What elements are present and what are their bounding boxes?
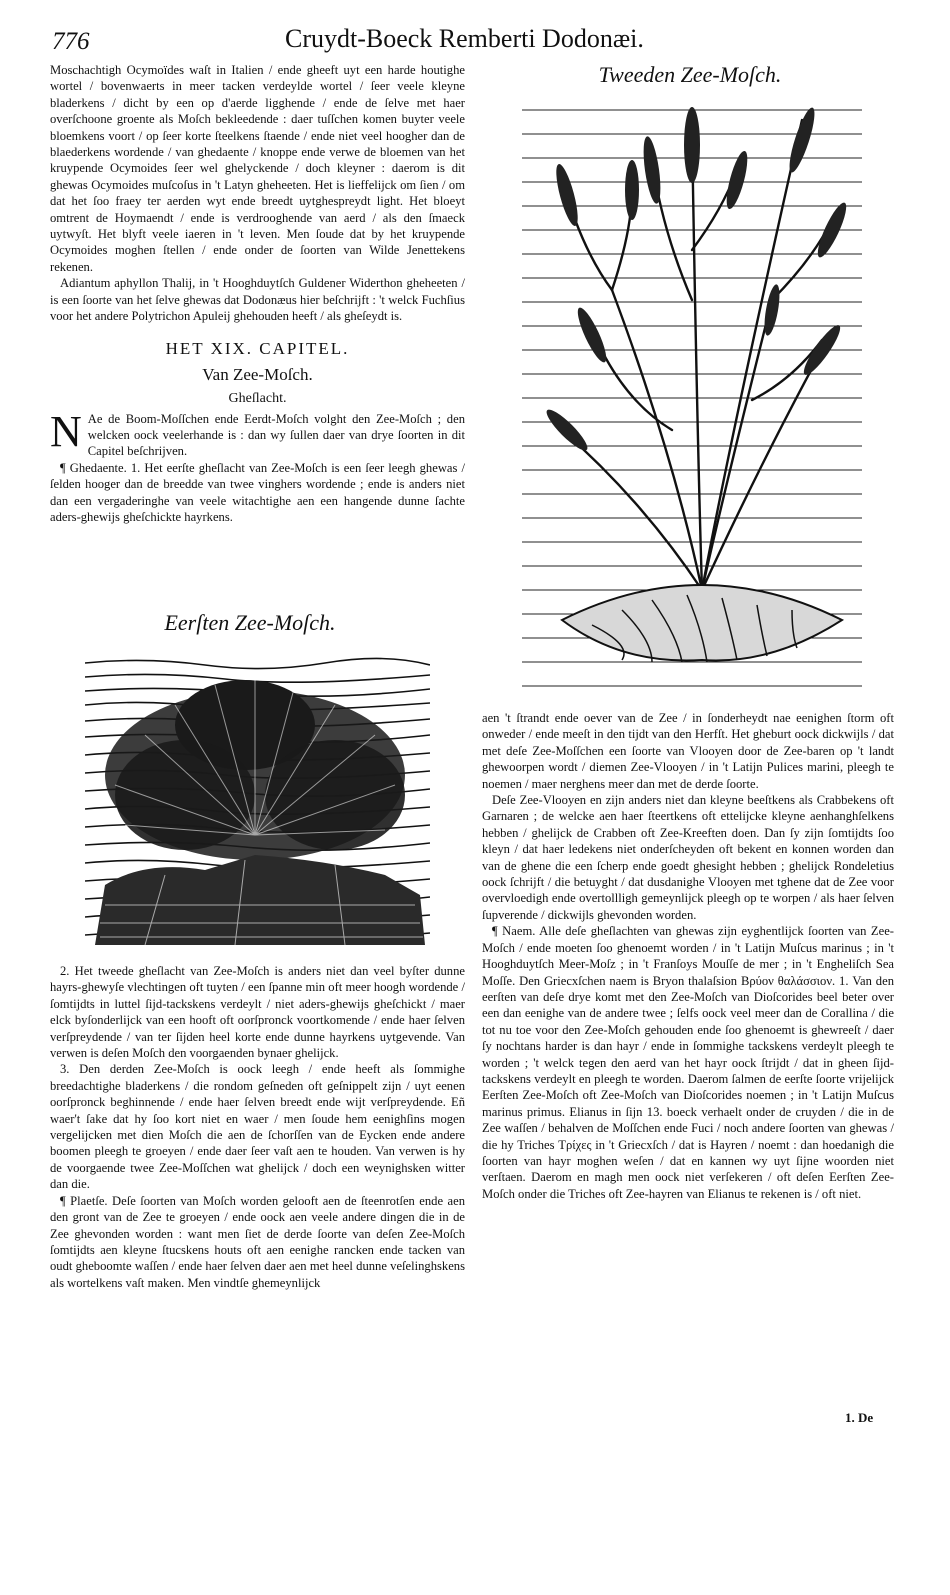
figure-caption-first: Eerſten Zee-Moſch. bbox=[164, 610, 336, 635]
page-number: 776 bbox=[52, 28, 90, 55]
figure-first-sea-moss bbox=[85, 655, 430, 950]
running-title: Cruydt-Boeck Remberti Dodonæi. bbox=[285, 24, 644, 53]
section-gheslacht: Gheſlacht. bbox=[228, 390, 287, 406]
paragraph-strand: aen 't ſtrandt ende oever van de Zee / in ſonderheydt nae eenighen ſtorm oft onweder / ende meeſt in den tijdt van den Herfſt. Het gheburt oock dickwijls / dat met deſe Zee-Moſſchen een ſoorte van Vlooyen door de Zee-baren op 't landt ghewoorpen wordt / diemen Zee-Vlooyen / in 't Latijn Pulices marini, pleegh te noemen / maer nerghens meer dan met de derde ſoorte. bbox=[482, 711, 894, 791]
paragraph-zee-vlooyen: Deſe Zee-Vlooyen en zijn anders niet dan kleyne beeſtkens als Crabbekens oft Garnaren ; de welcke aen haer ſteertkens oft ettelijcke kleyne aenhanghſelkens hebben / ghelijck de Crabben oft Zee-Kreeften doen. Dan ſy zijn ſomtijdts ſoo kleyn / dat haer ledekens niet onderſcheyden oft bekent en konnen worden dan van de ghene die een ſcherp ende goedt ghesight hebben ; ghelijck Rondeletius oock ſchrijft / die betuyght / dat dusdanighe Vlooyen met tghene dat de Zee voor overvloedigh ende overtollligh gemeynlijck pleegh op te worpen / als haer ſelven ſupverende / dickwijls ghevonden worden. bbox=[482, 793, 894, 922]
figure-second-sea-moss bbox=[522, 100, 862, 700]
sea-moss-woodcut-1 bbox=[85, 655, 430, 950]
chapter-heading: HET XIX. CAPITEL. bbox=[165, 338, 350, 358]
drop-cap: N bbox=[50, 406, 82, 456]
sea-moss-woodcut-2 bbox=[522, 100, 862, 700]
right-column bbox=[482, 710, 894, 1202]
paragraph-second-kind: 2. Het tweede gheſlacht van Zee-Moſch is anders niet dan veel byſter dunne hayrs-ghewyſe vlechtingen oft tuyten / een ſpanne min oft meer hoogh wordende / ſomtijdts in luttel ſijd-tackskens verdeylt / niet aders-ghewijs gheſchickt / maer elck byſonderlijck van een hooft oft oorſpronck voortkomende / ende haer ſelven verſpreydende / van ter ſijden heel korte ende dunne hayrkens uytgevende. Van verwen is deſen Moſch den voorgaenden bynaer ghelijck. bbox=[50, 964, 465, 1061]
intro-text: Ae de Boom-Moſſchen ende Eerdt-Moſch volght den Zee-Moſch ; den welcken oock veelerhande is : dan wy ſullen daer van drye ſoorten in dit Capitel beſchrijven. bbox=[87, 411, 465, 459]
figure-caption-second: Tweeden Zee-Moſch. bbox=[598, 62, 782, 87]
left-column-bottom bbox=[50, 963, 465, 1291]
paragraph-plaetse: ¶ Plaetſe. Deſe ſoorten van Moſch worden gelooft aen de ſteenrotſen ende aen den gront van de Zee te groeyen / ende oock aen veele andere dingen die in de Zee ghevonden worden : want men ſiet de derde ſoorte van deſen Zee-Moſch ſomtijdts aen kleyne ſtucskens houts oft aen eenighe rancken ende tacken van oudt gheboomte waſſen / ende haer ſelven daer aen met heel dunne veſelinghskens als wortelkens vaſt maken. Men vindtſe ghemeynlijck bbox=[50, 1193, 465, 1290]
paragraph-ghedaente: ¶ Ghedaente. 1. Het eerſte gheſlacht van Zee-Moſch is een ſeer leegh ghewas / ſelden hooger dan de breedde van twee vinghers wordende ; ende is anders niet dan een vergaderinghe van veele witachtighe aen een hangende dunne ſachte aders-ghewijs gheſchickte hayrkens. bbox=[50, 460, 465, 524]
intro-paragraph bbox=[50, 406, 465, 460]
chapter-subheading: Van Zee-Moſch. bbox=[202, 364, 313, 384]
paragraph-ocymoides: Moschachtigh Ocymoïdes waſt in Italien / ende gheeft uyt een harde houtighe wortel / bovenwaerts in meer tacken verdeylde wortel / ſeer veele kleyne bladerkens / dicht by een op d'aerde ligghende / ende de ſelve met haer overſchoone groente als Moſch bekleedende : daer tuſſchen komen buyter veele bloemkens voort / op ſeer korte ſteelkens ſtaende / ende niet veel hoogher dan de blaederkens wordende / van ghedaente / knoppe ende verwe de bloemen van het kruypende Ocymoides ſeer wel ghelyckende / doch kleyner : daerom is dit ghewas Ocymoides muſcoſus in 't Latyn gheheeten. Het is lieffelijck om ſien / om dat het ſoo fraey ter aerden wyt ende breedt uytghespreydt light. Het bloeyt omtrent de Hoymaendt / ende is verdrooghende van aerd / als den ſmaeck uytwyſt. Het blyft veele iaeren in 't leven. Men ſoude dat by het kruypende Ocymoides moghen ſtellen / ende onder de ſoorten van Wilde Jenettekens rekenen. bbox=[50, 63, 465, 274]
paragraph-third-kind: 3. Den derden Zee-Moſch is oock leegh / ende heeft als ſommighe breedachtighe bladerkens / die rondom geſneden oft geſnippelt zijn / uyt eenen oorſpronck beghinnende / ende haer ſelven breedt ende wijt verſpreydende. Eñ waer't ſake dat hy ſoo kort niet en waer / men ſoude hem eenighſins mogen vergelijcken met dien Moſch die aen de ſchorſſen van de Eycken ende andere boomen pleegh te groeyen / ende daer ſeer vaſt aen te houden. Van verwen is hy de voorgaende twee Zee-Moſſchen wat ghelijck / doch een weynighsken witter dan die. bbox=[50, 1062, 465, 1192]
left-column-top bbox=[50, 62, 465, 525]
catchword: 1. De bbox=[845, 1410, 874, 1425]
paragraph-adiantum: Adiantum aphyllon Thalij, in 't Hooghduytſch Guldener Widerthon gheheeten / is een ſoorte van het ſelve ghewas dat Dodonæus hier beſchrijft : 't welck Fuchſius voor het andere Polytrichon Apuleij ghehouden heeft / als gheſeydt is. bbox=[50, 276, 465, 324]
paragraph-naem: ¶ Naem. Alle deſe gheſlachten van ghewas zijn eyghentlijck ſoorten van Zee-Moſch / ende moeten ſoo ghenoemt worden / in 't Latijn Muſcus marinus ; in 't Hooghduytſch Meer-Moſz ; in 't Franſoys Mouſſe de mer ; in 't Engheliſch Sea Moſſe. Den Griecxſchen naem is Bryon thalaſsion Βρύον θαλάσσιον. 1. Van den eerſten van deſe drye komt met den Zee-Moſch van Dioſcorides beel beter over een dan eenighe van de andere twee ; ſelfs oock veel meer dan de Corallina / die tot nu toe voor den Zee-Moſch gehouden ende ſoo ghenoemt is ghewreeſt / daer ſy nochtans harder is dan hayr / ende in ſommighe tackskens verdeylt pleegh te worden ; 't welck tegen den aerd van het hayr oock ſtrijdt / dat in gheen ſijd-tackskens verdeylt en pleegh te worden. Daerom ſalmen de eerſte ſoorte vrijelijck Eerſten Zee-Moſch oft Zee-Moſch van Dioſcorides noemen ; in 't Latijn Muſcus marinus primus. Elianus in ſijn 13. boeck verhaelt onder de cruyden / die in de Zee waſſen / behalven de Moſſchen ende Fuci / noch andere ſoorten van ghewas / die hy Triches Τρίχες in 't Griecxſch / dat is Hayren / noemt : dan hoedanigh die ſoorten van hayr moghen weſen / dat en kannen wy uyt ſijne woorden niet verſtaen. Daerom en magh men oock niet verſekeren / oft deſen Eerſten Zee-Moſch onder die Triches oft Zee-hayren van Elianus te rekenen is / oft niet. bbox=[482, 924, 894, 1201]
